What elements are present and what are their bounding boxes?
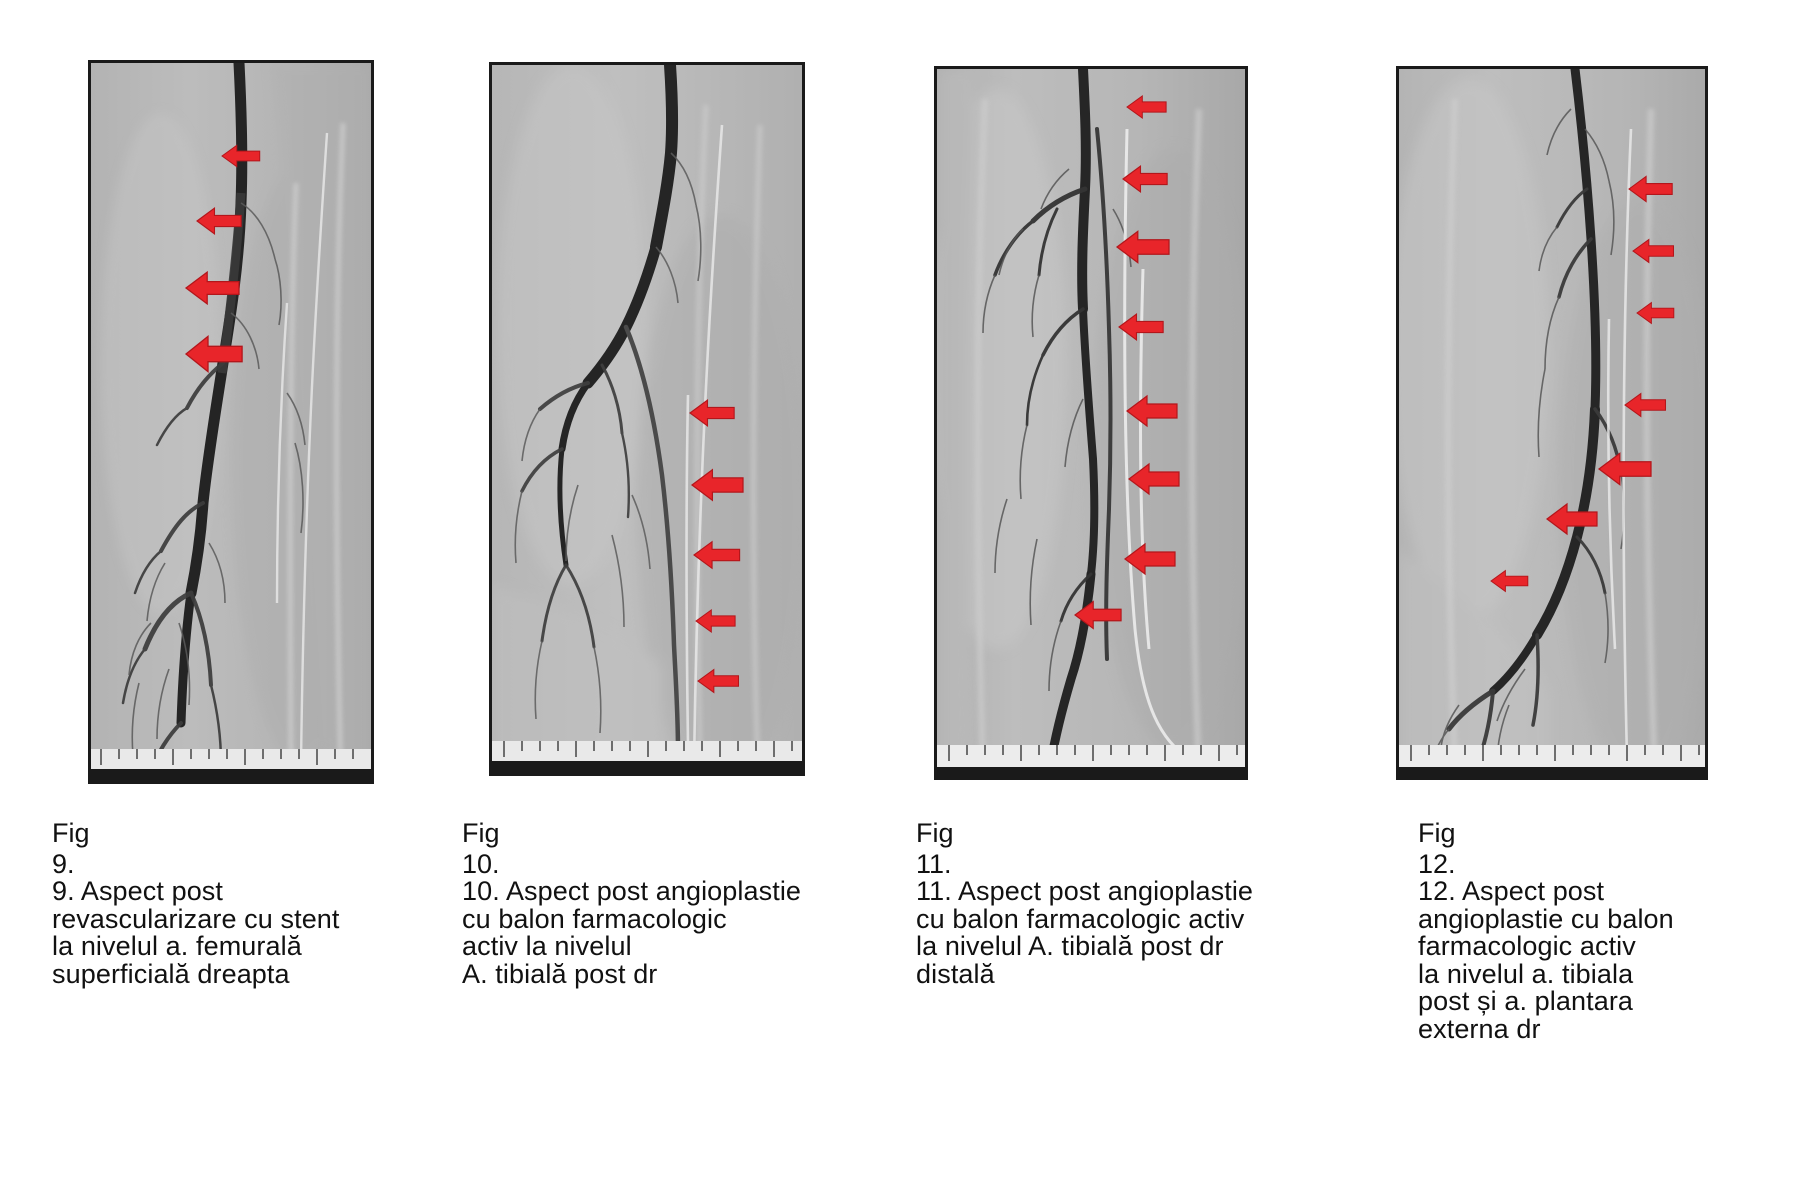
figure-caption-fig12 (1418, 878, 1758, 1043)
caption-line: la nivelul A. tibială post dr (916, 931, 1224, 962)
figure-label-fig11: Fig 11. (916, 818, 954, 879)
figure-label-fig9: Fig 9. (52, 818, 90, 879)
angiogram-image-fig9 (88, 60, 374, 784)
caption-line: 12. Aspect post (1418, 876, 1605, 906)
angiogram-render-fig12 (1399, 69, 1705, 777)
caption-line: cu balon farmacologic activ (916, 903, 1245, 934)
angiogram-image-fig12 (1396, 66, 1708, 780)
caption-line: cu balon farmacologic (462, 903, 727, 934)
caption-line: 11. Aspect post angioplastie (916, 876, 1254, 906)
angiogram-render-fig10 (492, 65, 802, 773)
caption-line: farmacologic activ (1418, 931, 1636, 962)
figure-label-fig12: Fig 12. (1418, 818, 1456, 879)
caption-line: la nivelul a. tibiala (1418, 958, 1634, 989)
angiogram-render-fig11 (937, 69, 1245, 777)
angiogram-image-fig10 (489, 62, 805, 776)
figure-caption-fig9 (52, 878, 392, 988)
angiogram-render-fig9 (91, 63, 371, 781)
caption-line: externa dr (1418, 1013, 1541, 1044)
figure-caption-fig11 (916, 878, 1296, 988)
caption-line: 9. Aspect post (52, 876, 224, 906)
angiogram-image-fig11 (934, 66, 1248, 780)
caption-line: A. tibială post dr (462, 958, 658, 989)
caption-line: post și a. plantara (1418, 986, 1634, 1017)
figure-label-fig10: Fig 10. (462, 818, 500, 879)
caption-line: distală (916, 958, 995, 989)
caption-line: activ la nivelul (462, 931, 632, 962)
caption-line: superficială dreapta (52, 958, 290, 989)
caption-line: 10. Aspect post angioplastie (462, 876, 802, 906)
figure-caption-fig10 (462, 878, 832, 988)
caption-line: angioplastie cu balon (1418, 903, 1674, 934)
caption-line: la nivelul a. femurală (52, 931, 302, 962)
caption-line: revascularizare cu stent (52, 903, 340, 934)
